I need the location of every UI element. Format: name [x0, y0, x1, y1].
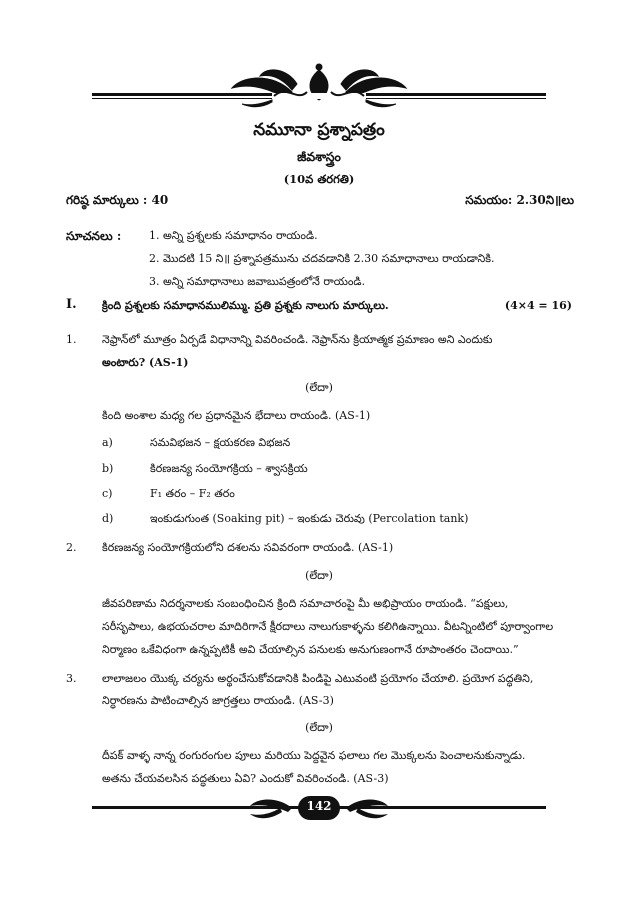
option-label: d): [102, 512, 114, 525]
section-heading: క్రింది ప్రశ్నలకు సమాధానములిమ్ము. ప్రతి ప్రశ్నకు నాలుగు మార్కులు.: [102, 299, 389, 312]
section-number: I.: [66, 297, 77, 312]
or-label: (లేదా): [305, 721, 333, 734]
page-title: నమూనా ప్రశ్నాపత్రం: [253, 120, 385, 140]
question-alt-text: జీవపరిణామ నిదర్శనాలకు సంబంధించిన క్రింది సమాచారంపై మీ అభిప్రాయం రాయండి. “పక్షులు,: [102, 597, 509, 610]
option-text: ఇంకుడుగుంత (Soaking pit) – ఇంకుడు చెరువు (Percolation tank): [150, 512, 469, 525]
subject-title: జీవశాస్త్రం: [297, 149, 341, 164]
option-text: సమవిభజన – క్షయకరణ విభజన: [150, 436, 291, 449]
question-number: 1.: [66, 333, 77, 346]
question-alt-text: కింది అంశాల మధ్య గల ప్రధానమైన భేదాలు రాయండి. (AS-1): [102, 409, 371, 422]
question-alt-text: సరీసృపాలు, ఉభయచరాల మాదిరిగానే క్షీరదాలు నాలుగుకాళ్ళను కలిగిఉన్నాయి. వీటన్నింటిలో పూర్వాంగాల: [102, 620, 554, 633]
question-text: కిరణజన్య సంయోగక్రియలోని దశలను సవివరంగా రాయండి. (AS-1): [102, 541, 394, 554]
option-label: c): [102, 487, 113, 500]
option-label: a): [102, 436, 113, 449]
question-text: అంటారు? (AS-1): [102, 356, 189, 369]
question-number: 3.: [66, 672, 77, 685]
question-text: లాలాజలం యొక్క చర్యను అర్థంచేసుకోవడానికి పిండిపై ఎటువంటి ప్రయోగం చేయాలి. ప్రయోగ పద్ధతిని,: [102, 672, 534, 685]
question-alt-text: దీపక్ వాళ్ళ నాన్న రంగురంగుల పూలు మరియు పెద్దవైన ఫలాలు గల మొక్కలను పెంచాలనుకున్నాడు.: [102, 749, 526, 762]
question-text: నిర్ధారణను పాటించాల్సిన జాగ్రత్తలు రాయండి. (AS-3): [102, 694, 334, 707]
page-number: 142: [306, 799, 332, 813]
question-text: నెఫ్రాన్‌లో మూత్రం ఏర్పడే విధానాన్ని వివరించండి. నెఫ్రాన్‌ను క్రియాత్మక ప్రమాణం అని ఎందుకు: [102, 333, 493, 346]
class-label: (10వ తరగతి): [283, 172, 355, 186]
instruction-item: 2. మొదటి 15 ని॥ ప్రశ్నాపత్రమును చదవడానికి 2.30 సమాధానాలు రాయడానికి.: [149, 252, 495, 265]
time-allowed: సమయం: 2.30ని॥లు: [465, 193, 574, 207]
question-alt-text: అతను చేయవలసిన పద్ధతులు ఏవి? ఎందుకో వివరించండి. (AS-3): [102, 772, 389, 785]
option-text: కిరణజన్య సంయోగక్రియ – శ్వాసక్రియ: [150, 462, 308, 475]
max-marks: గరిష్ఠ మార్కులు : 40: [66, 193, 169, 207]
instruction-item: 3. అన్ని సమాధానాలు జవాబుపత్రంలోనే రాయండి.: [149, 275, 366, 288]
option-label: b): [102, 462, 114, 475]
floral-ornament-divider-icon: [92, 62, 546, 112]
question-alt-text: నిర్మాణం ఒకేవిధంగా ఉన్నప్పటికీ అవి చేయాల్సిన పనులకు అనుగుణంగానే రూపాంతరం చెందాయి.”: [102, 643, 519, 656]
or-label: (లేదా): [305, 381, 333, 394]
section-marks: (4×4 = 16): [504, 299, 572, 312]
instruction-item: 1. అన్ని ప్రశ్నలకు సమాధానం రాయండి.: [149, 229, 318, 242]
instructions-label: సూచనలు :: [66, 229, 122, 243]
option-text: F₁ తరం – F₂ తరం: [150, 487, 235, 500]
question-number: 2.: [66, 541, 77, 554]
or-label: (లేదా): [305, 569, 333, 582]
